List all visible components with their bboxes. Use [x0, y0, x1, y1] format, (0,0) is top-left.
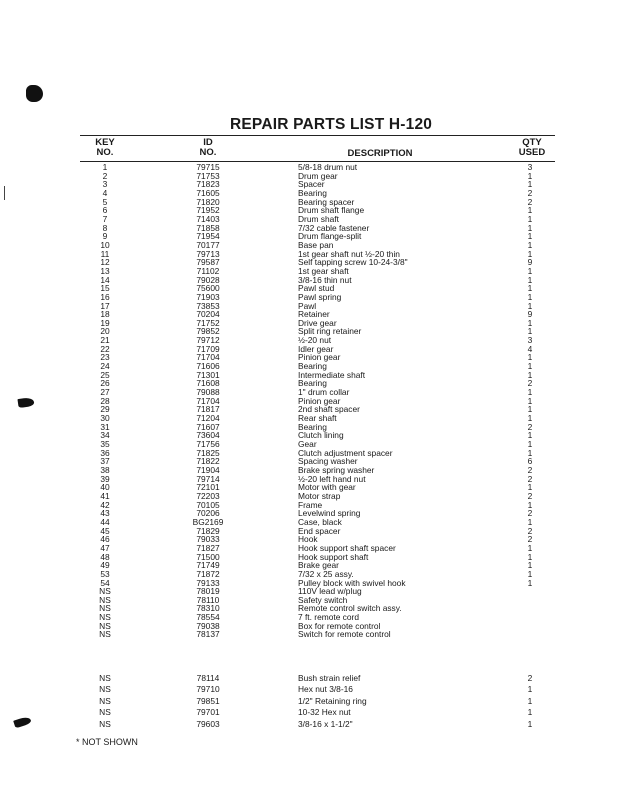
description-cell: Base pan: [298, 239, 334, 250]
key-no-cell: 45: [100, 525, 110, 536]
key-no-cell: 40: [100, 482, 110, 493]
key-no-cell: 26: [100, 378, 110, 389]
description-cell: 3/8-16 thin nut: [298, 274, 352, 285]
id-no-cell: 70177: [196, 239, 220, 250]
id-no-cell: 71403: [196, 213, 220, 224]
qty-cell: 1: [527, 560, 533, 571]
id-no-cell: 71204: [196, 413, 220, 424]
id-no-cell: 71500: [196, 551, 220, 562]
id-no-cell: 78110: [196, 594, 220, 605]
description-cell: Rear shaft: [298, 413, 337, 424]
header-qty-line2: USED: [518, 147, 546, 158]
qty-cell: 1: [527, 170, 533, 181]
header-qty-used: [512, 138, 552, 158]
id-no-cell: 72203: [196, 490, 220, 501]
parts-table-extra: [0, 673, 627, 730]
description-cell: Spacing washer: [298, 456, 358, 467]
table-row: [0, 696, 627, 707]
description-cell: Frame: [298, 499, 323, 510]
description-cell: Hook: [298, 534, 318, 545]
id-no-cell: 71823: [196, 179, 220, 190]
id-no-cell: 71605: [196, 187, 220, 198]
key-no-cell: 41: [100, 490, 110, 501]
parts-table: [0, 163, 627, 639]
description-cell: Remote control switch assy.: [298, 603, 402, 614]
key-no-cell: 53: [100, 568, 110, 579]
description-cell: Hex nut 3/8-16: [298, 684, 353, 695]
qty-cell: 1: [527, 222, 533, 233]
qty-cell: 1: [527, 248, 533, 259]
id-no-cell: 71817: [196, 404, 220, 415]
id-no-cell: 79852: [196, 326, 220, 337]
description-cell: Safety switch: [298, 594, 348, 605]
description-cell: 7/32 x 25 assy.: [298, 568, 354, 579]
description-cell: Retainer: [298, 309, 330, 320]
key-no-cell: 16: [100, 291, 110, 302]
id-no-cell: 71858: [196, 222, 220, 233]
qty-cell: 2: [527, 490, 533, 501]
description-cell: Levelwind spring: [298, 508, 361, 519]
key-no-cell: 1: [102, 162, 108, 172]
key-no-cell: 34: [100, 430, 110, 441]
id-no-cell: 78019: [196, 586, 220, 597]
key-no-cell: 4: [102, 187, 108, 198]
qty-cell: 1: [527, 447, 533, 458]
header-id-line2: NO.: [199, 147, 217, 158]
description-cell: Pulley block with swivel hook: [298, 577, 406, 588]
qty-cell: 1: [527, 352, 533, 363]
description-cell: Motor strap: [298, 490, 341, 501]
id-no-cell: 71709: [196, 343, 220, 354]
id-no-cell: 73853: [196, 300, 220, 311]
qty-cell: 1: [527, 283, 533, 294]
qty-cell: 2: [527, 473, 533, 484]
description-cell: Self tapping screw 10-24-3/8": [298, 257, 408, 268]
qty-cell: 4: [527, 343, 533, 354]
key-no-cell: 48: [100, 551, 110, 562]
key-no-cell: 25: [100, 369, 110, 380]
description-cell: 7/32 cable fastener: [298, 222, 370, 233]
key-no-cell: 31: [100, 421, 110, 432]
key-no-cell: 17: [100, 300, 110, 311]
description-cell: ½-20 nut: [298, 335, 332, 346]
id-no-cell: 79033: [196, 534, 220, 545]
key-no-cell: 14: [100, 274, 110, 285]
id-no-cell: 71756: [196, 439, 220, 449]
description-cell: Pawl: [298, 300, 317, 311]
description-cell: Bearing: [298, 421, 327, 432]
id-no-cell: 79701: [196, 707, 220, 718]
description-cell: Pawl stud: [298, 283, 335, 294]
key-no-cell: 5: [102, 196, 108, 207]
id-no-cell: 71704: [196, 352, 220, 363]
id-no-cell: 70105: [196, 499, 220, 510]
key-no-cell: NS: [99, 707, 111, 718]
qty-cell: 1: [527, 404, 533, 415]
key-no-cell: 24: [100, 361, 110, 372]
id-no-cell: 71608: [196, 378, 220, 389]
id-no-cell: 71904: [196, 464, 220, 475]
key-no-cell: 47: [100, 542, 110, 553]
id-no-cell: 70204: [196, 309, 220, 320]
qty-cell: 1: [527, 300, 533, 311]
qty-cell: 1: [527, 317, 533, 328]
description-cell: Bush strain relief: [298, 673, 361, 683]
key-no-cell: 12: [100, 257, 110, 268]
qty-cell: 1: [527, 707, 533, 718]
qty-cell: 9: [527, 309, 533, 320]
id-no-cell: 79713: [196, 248, 220, 259]
qty-cell: 1: [527, 516, 533, 527]
key-no-cell: 21: [100, 335, 110, 346]
qty-cell: 1: [527, 542, 533, 553]
description-cell: ½-20 left hand nut: [298, 473, 366, 484]
id-no-cell: 79714: [196, 473, 220, 484]
id-no-cell: 71825: [196, 447, 220, 458]
key-no-cell: 46: [100, 534, 110, 545]
table-row: [0, 673, 627, 684]
header-id-line1: ID: [203, 137, 213, 148]
qty-cell: 1: [527, 369, 533, 380]
description-cell: Hook support shaft: [298, 551, 369, 562]
description-cell: Motor with gear: [298, 482, 356, 493]
id-no-cell: 70206: [196, 508, 220, 519]
qty-cell: 1: [527, 265, 533, 276]
key-no-cell: 30: [100, 413, 110, 424]
table-row: [0, 719, 627, 730]
qty-cell: 1: [527, 274, 533, 285]
page-title: REPAIR PARTS LIST H-120: [230, 116, 433, 133]
key-no-cell: 36: [100, 447, 110, 458]
qty-cell: 1: [527, 568, 533, 579]
description-cell: Spacer: [298, 179, 325, 190]
description-cell: Drum flange-split: [298, 231, 362, 242]
header-id-no: [186, 138, 230, 158]
qty-cell: 1: [527, 231, 533, 242]
qty-cell: 1: [527, 205, 533, 216]
key-no-cell: NS: [99, 612, 111, 623]
table-row: [0, 707, 627, 718]
table-row: [0, 684, 627, 695]
description-cell: Bearing: [298, 187, 327, 198]
id-no-cell: 79038: [196, 620, 220, 631]
key-no-cell: NS: [99, 684, 111, 695]
key-no-cell: 27: [100, 387, 110, 398]
description-cell: 7 ft. remote cord: [298, 612, 359, 623]
id-no-cell: BG2169: [192, 516, 224, 527]
description-cell: 5/8-18 drum nut: [298, 162, 358, 172]
qty-cell: 1: [527, 551, 533, 562]
key-no-cell: 11: [100, 248, 110, 259]
qty-cell: 1: [527, 718, 533, 729]
qty-cell: 1: [527, 179, 533, 190]
qty-cell: 1: [527, 395, 533, 406]
table-row: [0, 630, 627, 639]
qty-cell: 6: [527, 456, 533, 467]
description-cell: Idler gear: [298, 343, 334, 354]
header-key-line1: KEY: [95, 137, 115, 148]
description-cell: Drum gear: [298, 170, 338, 181]
description-cell: Bearing spacer: [298, 196, 355, 207]
header-key-no: [84, 138, 126, 158]
qty-cell: 2: [527, 673, 533, 683]
key-no-cell: NS: [99, 586, 111, 597]
qty-cell: 3: [527, 162, 533, 172]
qty-cell: 1: [527, 439, 533, 449]
id-no-cell: 79851: [196, 695, 220, 706]
key-no-cell: 43: [100, 508, 110, 519]
key-no-cell: NS: [99, 695, 111, 706]
id-no-cell: 71749: [196, 560, 220, 571]
key-no-cell: 39: [100, 473, 110, 484]
description-cell: Drum shaft flange: [298, 205, 365, 216]
description-cell: Clutch adjustment spacer: [298, 447, 393, 458]
id-no-cell: 78137: [196, 629, 220, 640]
key-no-cell: NS: [99, 620, 111, 631]
id-no-cell: 71607: [196, 421, 220, 432]
key-no-cell: 6: [102, 205, 108, 216]
description-cell: Bearing: [298, 378, 327, 389]
id-no-cell: 73604: [196, 430, 220, 441]
qty-cell: 2: [527, 525, 533, 536]
id-no-cell: 71820: [196, 196, 220, 207]
id-no-cell: 71829: [196, 525, 220, 536]
id-no-cell: 78554: [196, 612, 220, 623]
description-cell: Split ring retainer: [298, 326, 362, 337]
header-description: DESCRIPTION: [347, 148, 413, 159]
qty-cell: 9: [527, 257, 533, 268]
qty-cell: 2: [527, 508, 533, 519]
id-no-cell: 71952: [196, 205, 220, 216]
qty-cell: 2: [527, 378, 533, 389]
header-qty-line1: QTY: [522, 137, 542, 148]
key-no-cell: 9: [102, 231, 108, 242]
description-cell: Brake spring washer: [298, 464, 375, 475]
qty-cell: 1: [527, 387, 533, 398]
id-no-cell: 71752: [196, 317, 220, 328]
id-no-cell: 71954: [196, 231, 220, 242]
key-no-cell: 35: [100, 439, 110, 449]
key-no-cell: 18: [100, 309, 110, 320]
description-cell: Bearing: [298, 361, 327, 372]
id-no-cell: 79712: [196, 335, 220, 346]
description-cell: 10-32 Hex nut: [298, 707, 351, 718]
id-no-cell: 71606: [196, 361, 220, 372]
id-no-cell: 71301: [196, 369, 220, 380]
id-no-cell: 79028: [196, 274, 220, 285]
qty-cell: 1: [527, 430, 533, 441]
id-no-cell: 79587: [196, 257, 220, 268]
id-no-cell: 71903: [196, 291, 220, 302]
id-no-cell: 71827: [196, 542, 220, 553]
id-no-cell: 78114: [196, 673, 220, 683]
key-no-cell: 22: [100, 343, 110, 354]
description-cell: 1st gear shaft: [298, 265, 349, 276]
key-no-cell: 8: [102, 222, 108, 233]
qty-cell: 1: [527, 413, 533, 424]
footnote: * NOT SHOWN: [76, 737, 138, 747]
description-cell: Pawl spring: [298, 291, 342, 302]
description-cell: Brake gear: [298, 560, 339, 571]
description-cell: Case, black: [298, 516, 342, 527]
id-no-cell: 79603: [196, 718, 220, 729]
description-cell: 1" drum collar: [298, 387, 350, 398]
qty-cell: 3: [527, 335, 533, 346]
key-no-cell: 20: [100, 326, 110, 337]
id-no-cell: 79133: [196, 577, 220, 588]
description-cell: Intermediate shaft: [298, 369, 366, 380]
description-cell: 3/8-16 x 1-1/2": [298, 718, 353, 729]
id-no-cell: 75600: [196, 283, 220, 294]
key-no-cell: NS: [99, 629, 111, 640]
key-no-cell: 3: [102, 179, 108, 190]
description-cell: Switch for remote control: [298, 629, 391, 640]
description-cell: End spacer: [298, 525, 341, 536]
id-no-cell: 71704: [196, 395, 220, 406]
qty-cell: 1: [527, 695, 533, 706]
key-no-cell: 28: [100, 395, 110, 406]
key-no-cell: 7: [102, 213, 108, 224]
qty-cell: 1: [527, 239, 533, 250]
qty-cell: 1: [527, 213, 533, 224]
key-no-cell: 23: [100, 352, 110, 363]
key-no-cell: NS: [99, 673, 111, 683]
description-cell: 1st gear shaft nut ½-20 thin: [298, 248, 400, 259]
description-cell: Clutch lining: [298, 430, 344, 441]
id-no-cell: 72101: [196, 482, 220, 493]
id-no-cell: 71102: [196, 265, 220, 276]
header-top-rule: [80, 135, 555, 136]
header-key-line2: NO.: [96, 147, 114, 158]
id-no-cell: 71872: [196, 568, 220, 579]
description-cell: Drive gear: [298, 317, 337, 328]
key-no-cell: 13: [100, 265, 110, 276]
qty-cell: 1: [527, 684, 533, 695]
description-cell: 2nd shaft spacer: [298, 404, 360, 415]
id-no-cell: 71822: [196, 456, 220, 467]
qty-cell: 2: [527, 196, 533, 207]
description-cell: Pinion gear: [298, 395, 341, 406]
punch-hole-mark: [26, 85, 43, 102]
key-no-cell: 2: [102, 170, 108, 181]
key-no-cell: NS: [99, 594, 111, 605]
description-cell: Box for remote control: [298, 620, 381, 631]
qty-cell: 1: [527, 499, 533, 510]
key-no-cell: 37: [100, 456, 110, 467]
description-cell: Hook support shaft spacer: [298, 542, 396, 553]
description-cell: Pinion gear: [298, 352, 341, 363]
key-no-cell: 54: [100, 577, 110, 588]
qty-cell: 2: [527, 464, 533, 475]
qty-cell: 2: [527, 421, 533, 432]
key-no-cell: 19: [100, 317, 110, 328]
key-no-cell: NS: [99, 718, 111, 729]
id-no-cell: 71753: [196, 170, 220, 181]
id-no-cell: 78310: [196, 603, 220, 614]
key-no-cell: 10: [100, 239, 110, 250]
qty-cell: 2: [527, 534, 533, 545]
key-no-cell: 29: [100, 404, 110, 415]
id-no-cell: 79710: [196, 684, 220, 695]
qty-cell: 1: [527, 326, 533, 337]
qty-cell: 1: [527, 577, 533, 588]
key-no-cell: 49: [100, 560, 110, 571]
qty-cell: 2: [527, 187, 533, 198]
description-cell: 110V lead w/plug: [298, 586, 362, 597]
id-no-cell: 79088: [196, 387, 220, 398]
id-no-cell: 79715: [196, 162, 220, 172]
qty-cell: 1: [527, 291, 533, 302]
key-no-cell: 44: [100, 516, 110, 527]
key-no-cell: 42: [100, 499, 110, 510]
description-cell: 1/2" Retaining ring: [298, 695, 367, 706]
description-cell: Gear: [298, 439, 317, 449]
key-no-cell: 38: [100, 464, 110, 475]
qty-cell: 1: [527, 361, 533, 372]
key-no-cell: NS: [99, 603, 111, 614]
qty-cell: 1: [527, 482, 533, 493]
key-no-cell: 15: [100, 283, 110, 294]
description-cell: Drum shaft: [298, 213, 339, 224]
